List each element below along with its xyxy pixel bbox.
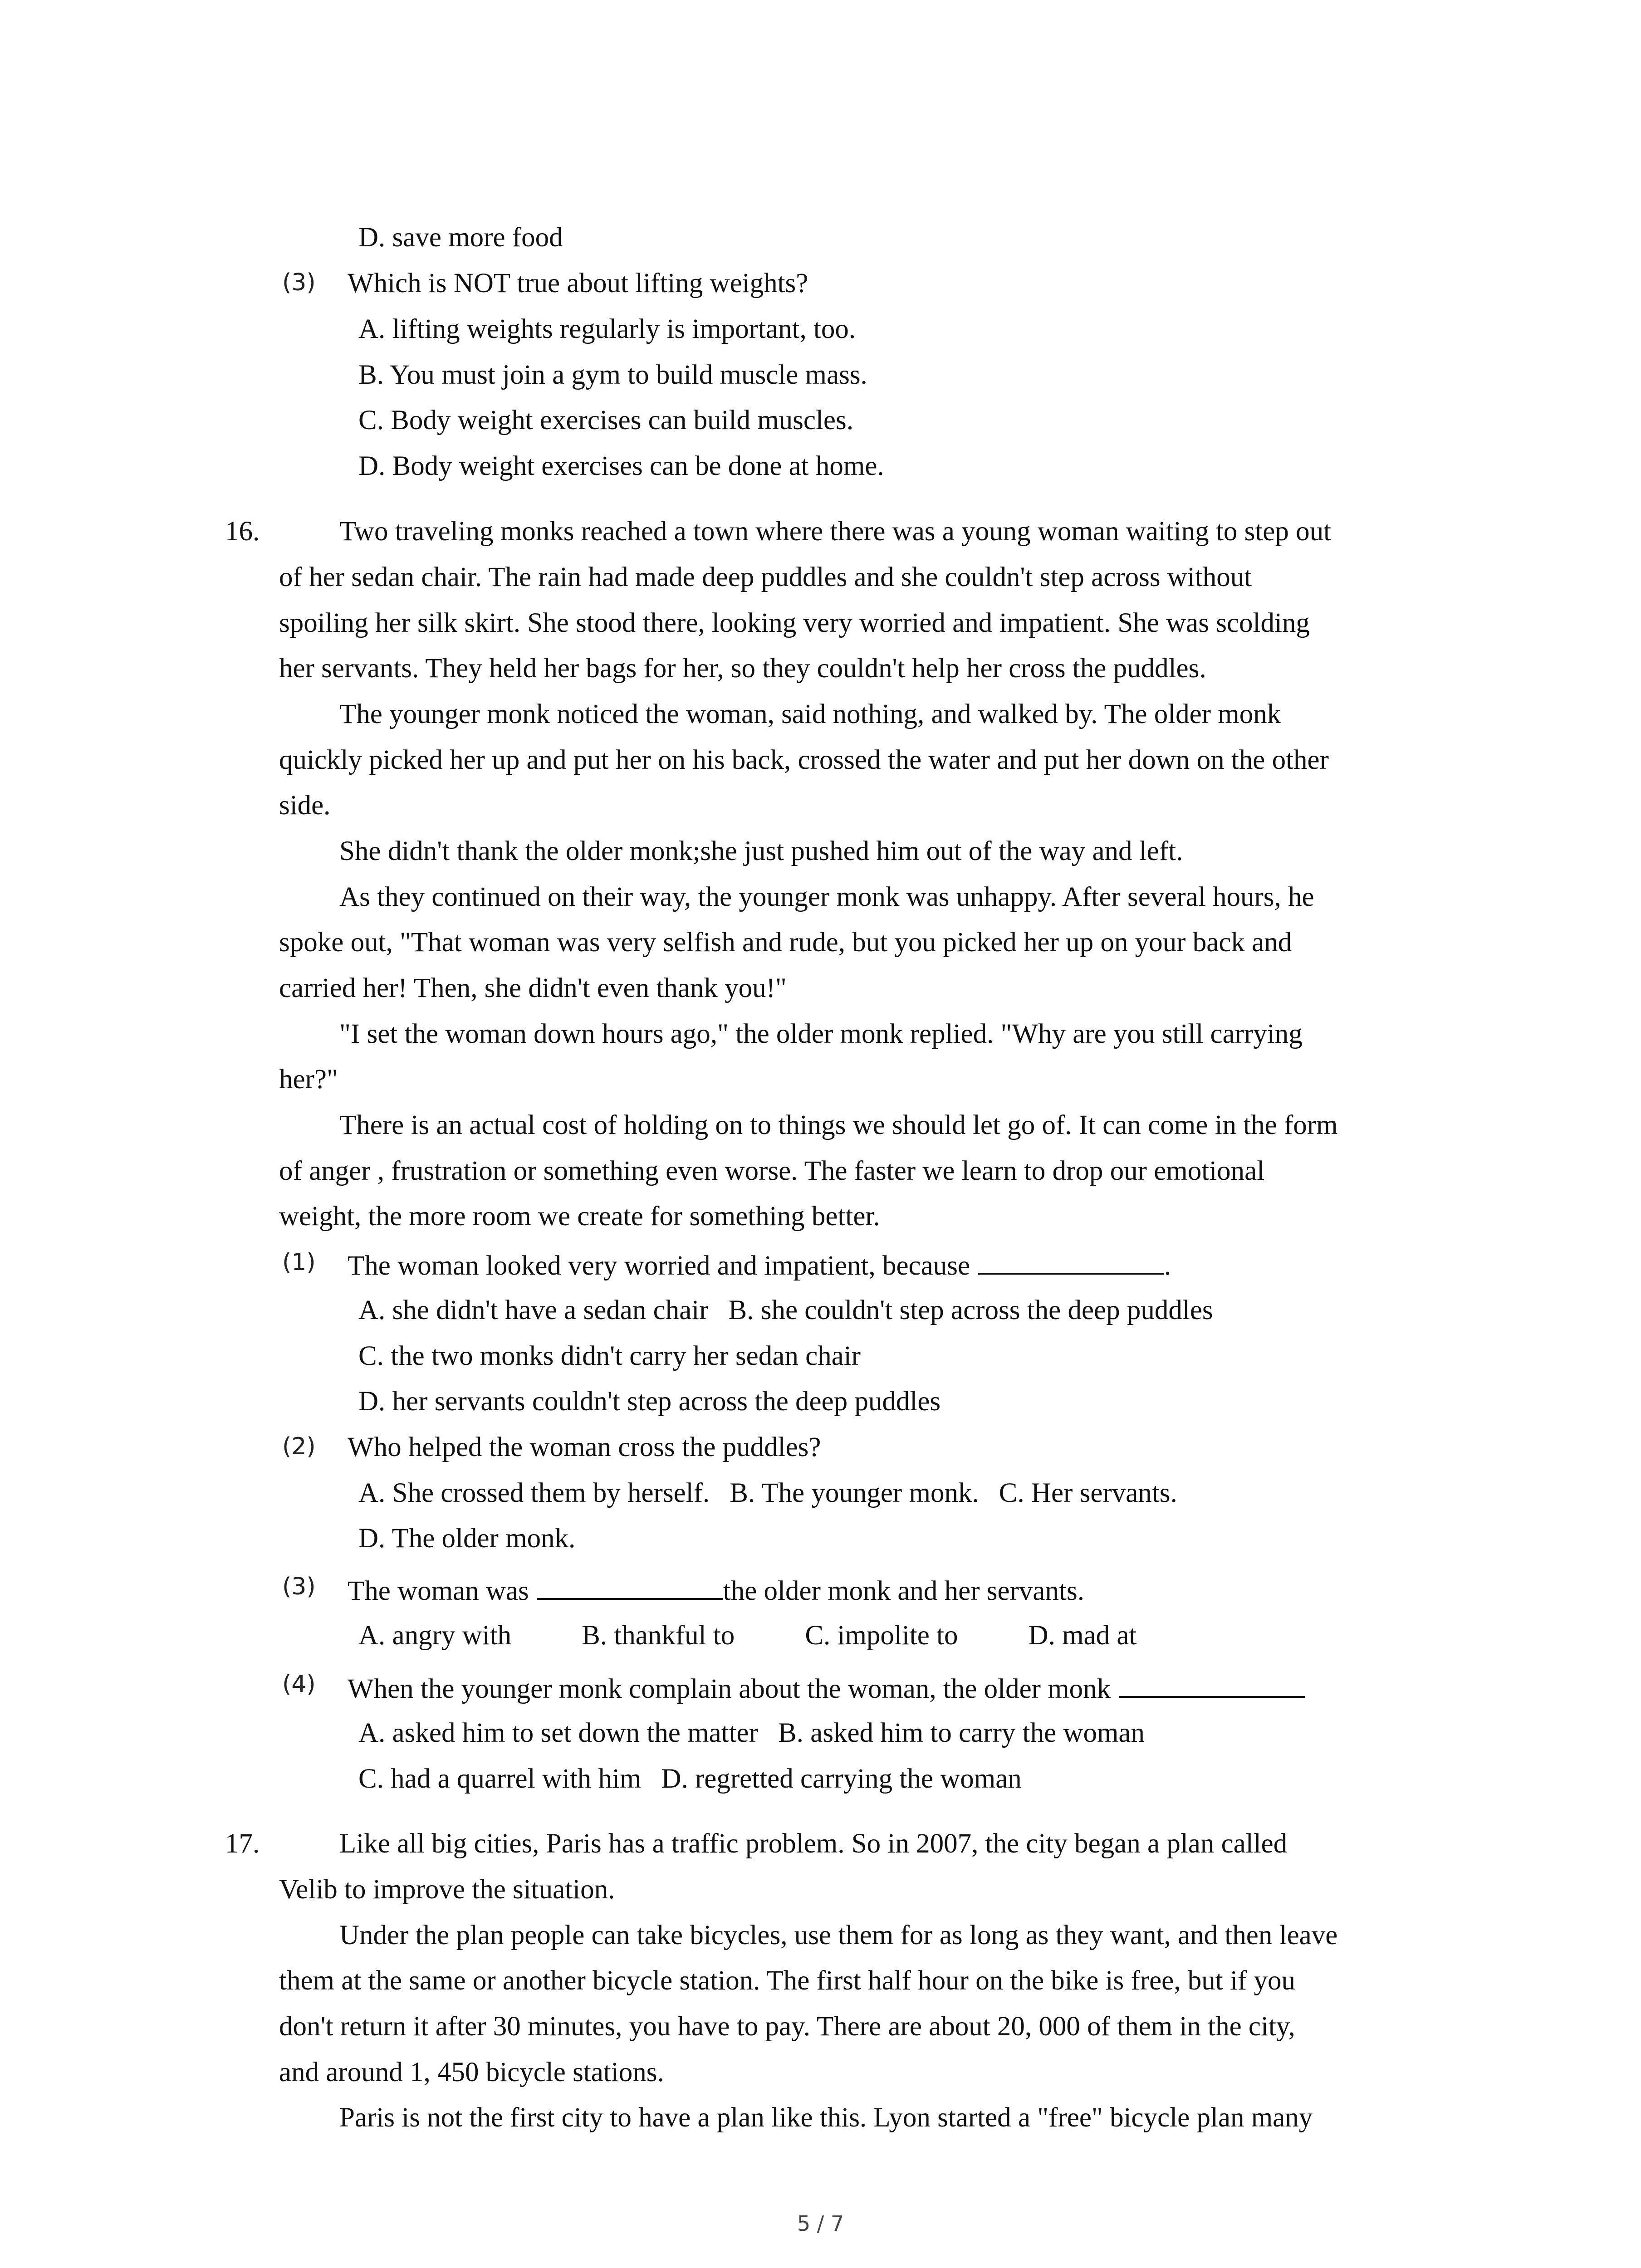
- q16-sub4-stem: When the younger monk complain about the woman, the older monk: [348, 1674, 1111, 1704]
- q16-sub3-options: [358, 1618, 1136, 1654]
- q16-sub3-stem-line: [348, 1572, 1084, 1609]
- q16-sub4-option-c: C. had a quarrel with him: [358, 1764, 642, 1794]
- q16-p5-line1: "I set the woman down hours ago," the older monk replied. "Why are you still carrying: [339, 1019, 1303, 1049]
- q17-p2-line4: and around 1, 450 bicycle stations.: [279, 2057, 664, 2087]
- q16-p5-line2: her?": [279, 1064, 338, 1095]
- q16-sub2-option-b: B. The younger monk.: [730, 1478, 979, 1508]
- q16-sub4-option-b: B. asked him to carry the woman: [778, 1718, 1145, 1748]
- q16-p4-line1: As they continued on their way, the younger monk was unhappy. After several hours, he: [339, 882, 1314, 912]
- q16-sub2-stem: Who helped the woman cross the puddles?: [348, 1432, 821, 1462]
- q16-sub3-option-c: C. impolite to: [805, 1620, 958, 1651]
- q15-sub3-option-b: B. You must join a gym to build muscle mass.: [358, 360, 867, 390]
- q16-sub1-option-b: B. she couldn't step across the deep puddles: [728, 1295, 1213, 1325]
- q16-p6-line1: There is an actual cost of holding on to things we should let go of. It can come in the form: [339, 1110, 1338, 1140]
- q16-sub2-option-a: A. She crossed them by herself.: [358, 1478, 710, 1508]
- q16-sub2-option-d: D. The older monk.: [358, 1523, 576, 1554]
- q16-p2-line1: The younger monk noticed the woman, said nothing, and walked by. The older monk: [339, 699, 1281, 729]
- q16-sub4-option-d: D. regretted carrying the woman: [661, 1764, 1022, 1794]
- q16-sub4-options-ab: [358, 1715, 1145, 1751]
- q16-sub3-option-a: A. angry with: [358, 1620, 512, 1651]
- q17-p1-line2: Velib to improve the situation.: [279, 1874, 615, 1905]
- q17-p3-line1: Paris is not the first city to have a plan like this. Lyon started a "free" bicycle plan many: [339, 2102, 1313, 2133]
- q17-p1-line1: Like all big cities, Paris has a traffic problem. So in 2007, the city began a plan called: [339, 1828, 1288, 1859]
- q16-p1-line1: Two traveling monks reached a town where there was a young woman waiting to step out: [339, 516, 1332, 547]
- q16-sub3-option-d: D. mad at: [1028, 1620, 1137, 1651]
- q16-p1-line3: spoiling her silk skirt. She stood there, looking very worried and impatient. She was scolding: [279, 608, 1310, 638]
- q16-sub3-stem-before: The woman was: [348, 1576, 529, 1606]
- q16-sub4-answer-blank: [1119, 1670, 1305, 1698]
- q15-sub3-option-d: D. Body weight exercises can be done at home.: [358, 451, 884, 481]
- q16-sub4-number: (4): [282, 1671, 316, 1698]
- q16-sub1-option-d: D. her servants couldn't step across the deep puddles: [358, 1386, 941, 1417]
- q16-p1-line2: of her sedan chair. The rain had made deep puddles and she couldn't step across without: [279, 562, 1252, 592]
- q16-p2-line3: side.: [279, 790, 331, 821]
- q16-sub3-answer-blank: [537, 1572, 723, 1600]
- q16-sub1-stem: The woman looked very worried and impatient, because: [348, 1251, 970, 1281]
- q16-sub1-stem-line: [348, 1246, 1171, 1284]
- q17-p2-line1: Under the plan people can take bicycles, use them for as long as they want, and then leave: [339, 1920, 1338, 1950]
- q16-p6-line3: weight, the more room we create for something better.: [279, 1201, 880, 1232]
- q16-p4-line3: carried her! Then, she didn't even thank you!": [279, 973, 787, 1003]
- q16-sub1-option-a: A. she didn't have a sedan chair: [358, 1295, 709, 1325]
- q16-sub1-option-c: C. the two monks didn't carry her sedan chair: [358, 1341, 861, 1371]
- q16-p6-line2: of anger , frustration or something even worse. The faster we learn to drop our emotional: [279, 1156, 1265, 1186]
- q16-sub4-option-a: A. asked him to set down the matter: [358, 1718, 758, 1748]
- q16-p1-line4: her servants. They held her bags for her, so they couldn't help her cross the puddles.: [279, 653, 1206, 684]
- q16-p3: She didn't thank the older monk;she just pushed him out of the way and left.: [339, 836, 1183, 866]
- q15-option-d-prev: D. save more food: [358, 222, 563, 253]
- q15-sub3-stem: Which is NOT true about lifting weights?: [348, 268, 808, 298]
- q17-p2-line3: don't return it after 30 minutes, you have to pay. There are about 20, 000 of them in the city,: [279, 2011, 1295, 2042]
- q16-sub2-number: (2): [282, 1433, 316, 1460]
- q16-sub3-stem-after: the older monk and her servants.: [723, 1576, 1084, 1606]
- q16-sub1-number: (1): [282, 1249, 316, 1276]
- q16-sub3-option-b: B. thankful to: [582, 1620, 735, 1651]
- q16-sub2-option-c: C. Her servants.: [999, 1478, 1177, 1508]
- q15-sub3-number: (3): [282, 269, 316, 296]
- q16-sub4-options-cd: [358, 1761, 1022, 1797]
- q16-sub3-number: (3): [282, 1573, 316, 1600]
- q17-number: 17.: [225, 1828, 260, 1859]
- q16-number: 16.: [225, 516, 260, 547]
- q15-sub3-option-a: A. lifting weights regularly is important, too.: [358, 314, 856, 344]
- q16-sub1-options-ab: [358, 1292, 1213, 1329]
- q16-sub2-options-abc: [358, 1475, 1177, 1511]
- q17-p2-line2: them at the same or another bicycle station. The first half hour on the bike is free, but if you: [279, 1965, 1295, 1996]
- q16-sub1-answer-blank: [978, 1246, 1164, 1275]
- q16-p4-line2: spoke out, "That woman was very selfish and rude, but you picked her up on your back and: [279, 927, 1292, 958]
- q15-sub3-option-c: C. Body weight exercises can build muscles.: [358, 405, 854, 435]
- q16-p2-line2: quickly picked her up and put her on his back, crossed the water and put her down on the other: [279, 745, 1329, 775]
- q16-sub4-stem-line: [348, 1670, 1305, 1707]
- page-number: 5 / 7: [797, 2211, 844, 2236]
- q16-sub1-stem-end: .: [1164, 1251, 1171, 1281]
